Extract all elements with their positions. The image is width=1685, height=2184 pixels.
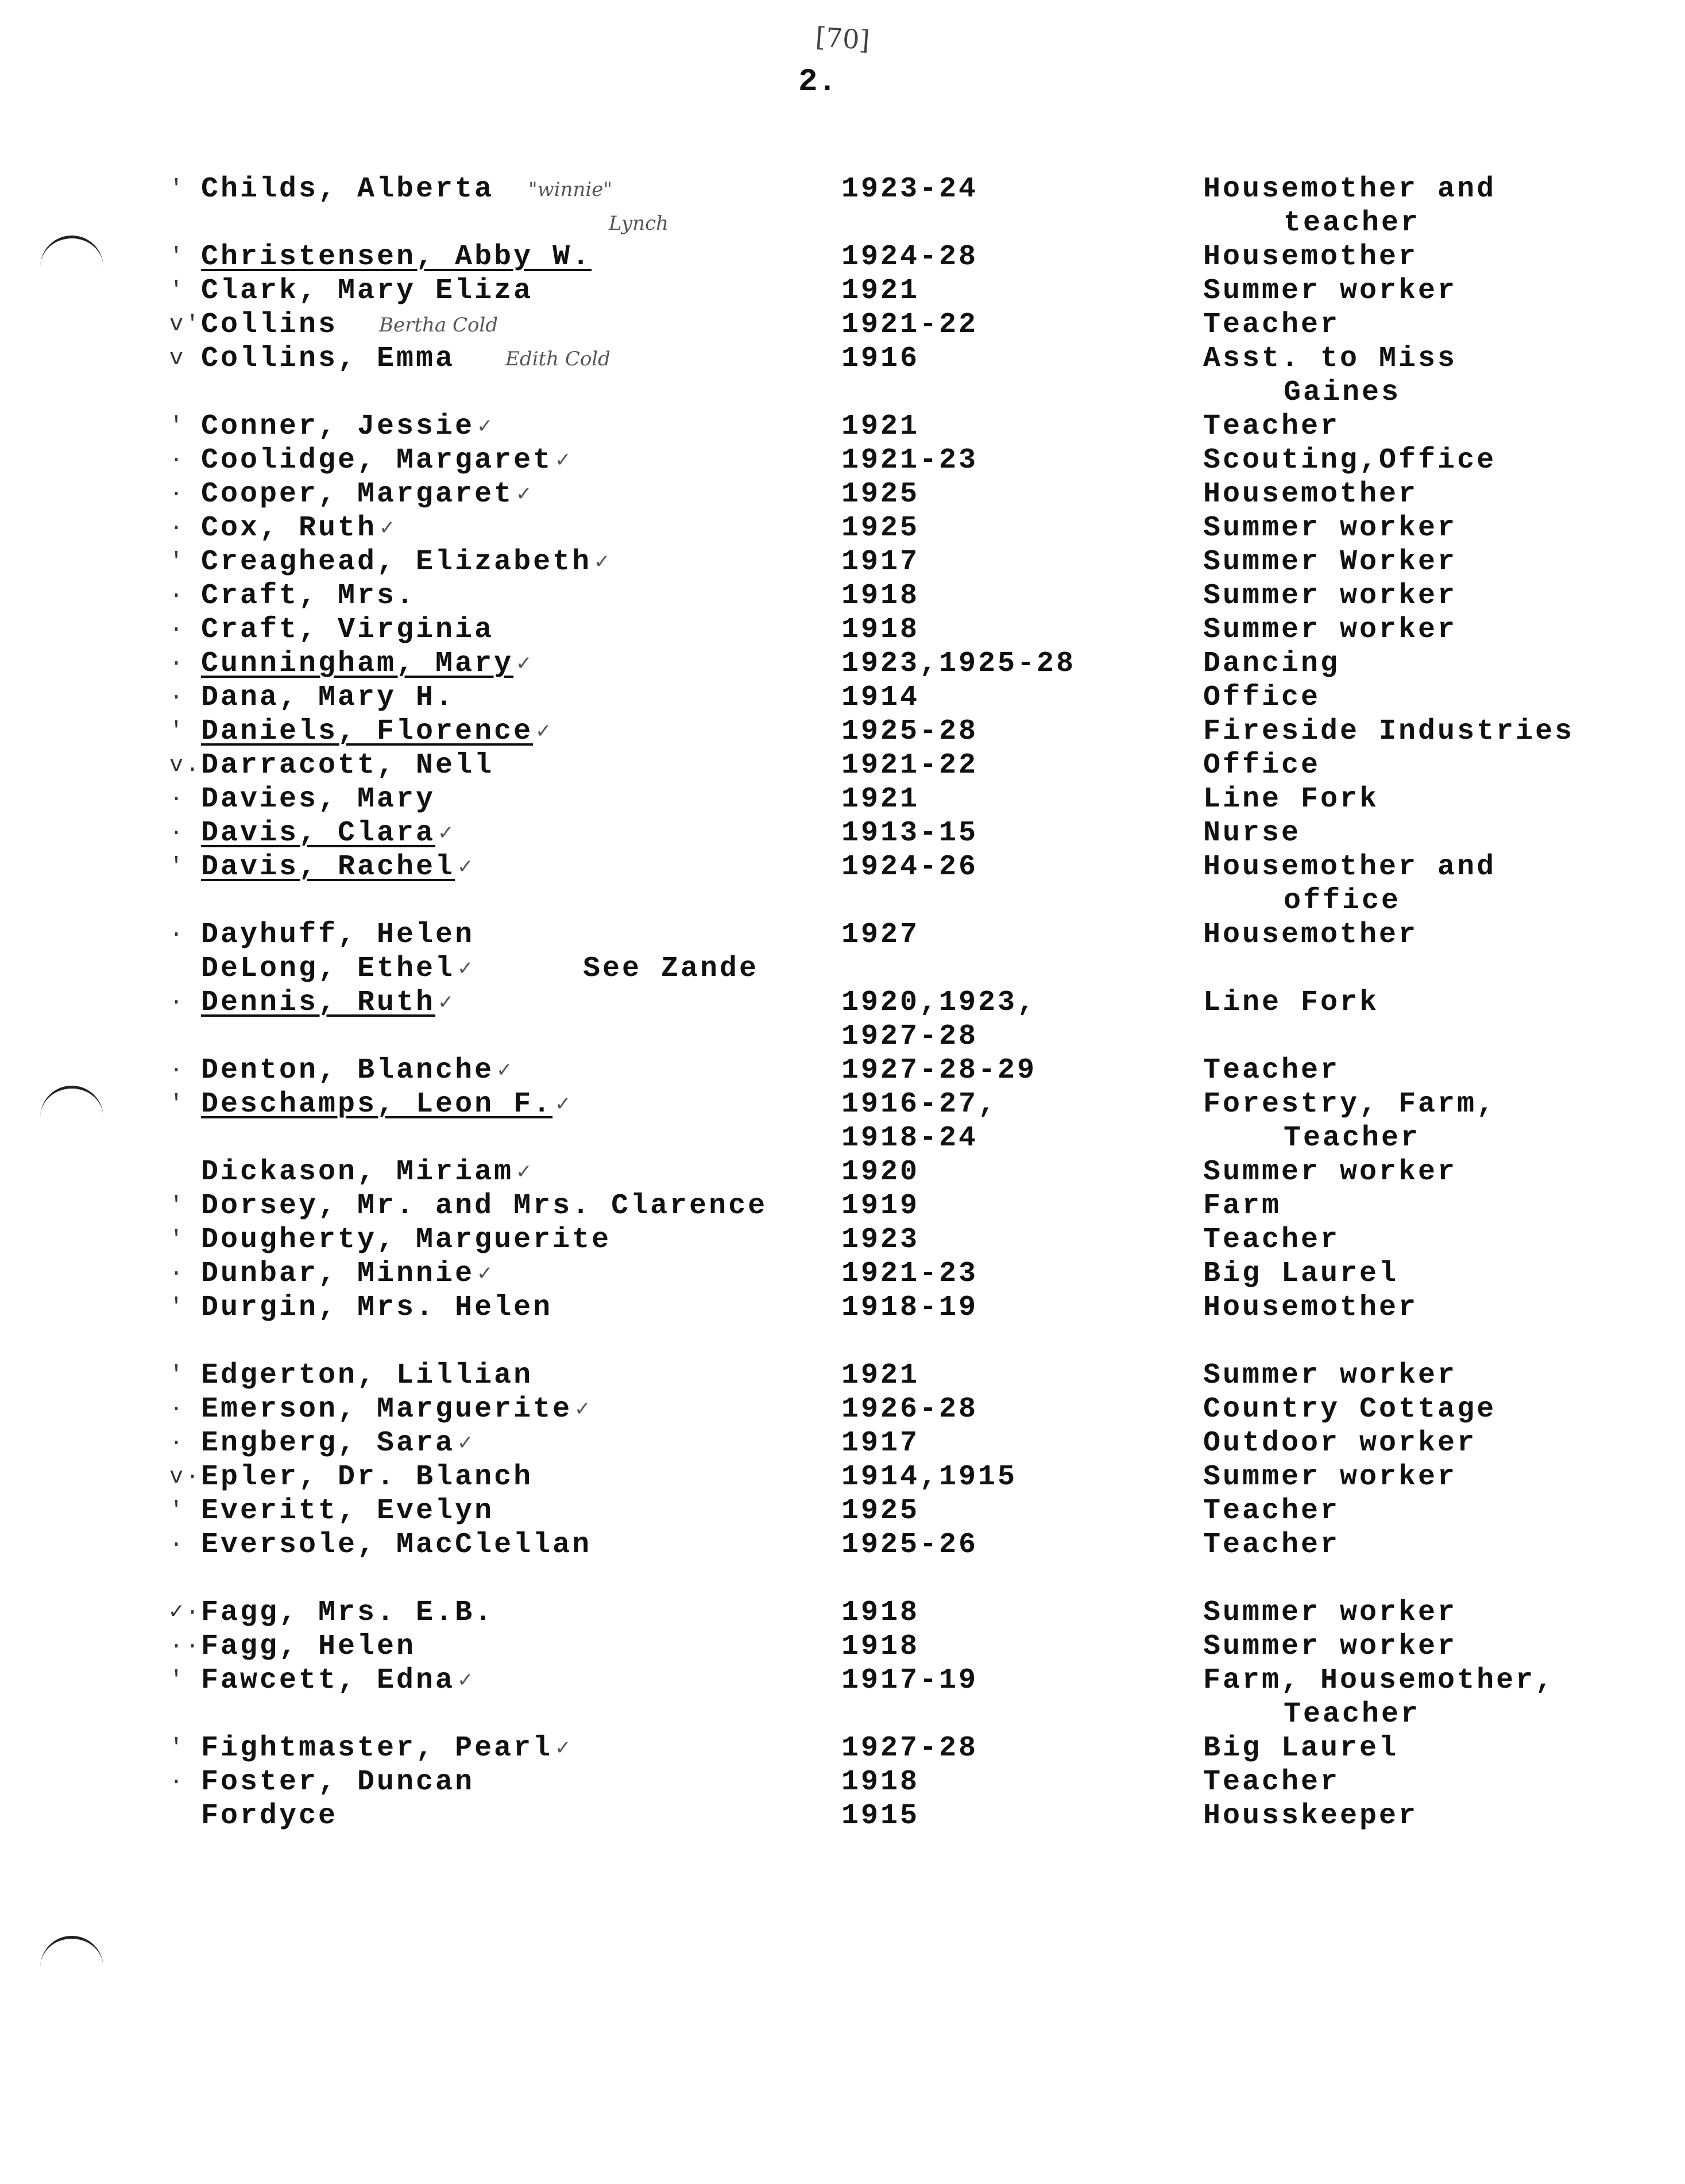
staff-entry <box>0 1528 1685 1562</box>
tick-mark: ' <box>169 1735 186 1761</box>
role: Teacher <box>1284 1698 1421 1731</box>
role: Big Laurel <box>1203 1257 1399 1290</box>
staff-entry <box>0 410 1685 443</box>
role: Line Fork <box>1203 783 1379 816</box>
service-years: 1923,1925-28 <box>841 647 1076 680</box>
staff-entry <box>0 613 1685 647</box>
staff-entry <box>0 1257 1685 1291</box>
service-years: 1927 <box>841 919 920 951</box>
staff-entry <box>0 850 1685 918</box>
service-years: 1923 <box>841 1224 920 1256</box>
staff-name: Dayhuff, Helen <box>201 919 475 951</box>
staff-entry <box>0 986 1685 1054</box>
role: Summer worker <box>1203 1156 1458 1189</box>
service-years: 1923-24 <box>841 173 979 206</box>
entry-line <box>0 511 1685 545</box>
list-group <box>0 1359 1685 1562</box>
role: Asst. to Miss <box>1203 342 1458 375</box>
entry-line <box>0 376 1685 410</box>
tick-mark: · <box>169 447 186 473</box>
role: Teacher <box>1203 1766 1340 1799</box>
staff-entry <box>0 952 1685 986</box>
tick-mark: · <box>169 922 186 948</box>
role: Fireside Industries <box>1203 715 1575 748</box>
staff-entry <box>0 647 1685 681</box>
staff-name: Collins, Emma <box>201 342 455 375</box>
entry-line <box>0 715 1685 748</box>
page-number: 2. <box>798 63 837 100</box>
role: Summer worker <box>1203 1630 1458 1663</box>
service-years: 1916 <box>841 342 920 375</box>
tick-mark: ✓· <box>169 1600 202 1626</box>
tick-mark: · <box>169 786 186 812</box>
staff-name: Cooper, Margaret <box>201 478 514 511</box>
service-years: 1920 <box>841 1156 920 1189</box>
staff-name: Dennis, Ruth <box>201 986 436 1019</box>
entry-line <box>0 1799 1685 1833</box>
staff-name: Fordyce <box>201 1800 338 1832</box>
staff-name: Craft, Virginia <box>201 613 494 646</box>
checkmark-icon: ✓ <box>594 550 613 573</box>
staff-entry <box>0 274 1685 308</box>
entry-line <box>0 1155 1685 1189</box>
service-years: 1914 <box>841 681 920 714</box>
staff-entry <box>0 1155 1685 1189</box>
entry-line <box>0 647 1685 681</box>
tick-mark: · <box>169 1769 186 1795</box>
service-years: 1918 <box>841 1766 920 1799</box>
staff-entry <box>0 918 1685 952</box>
service-years: 1913-15 <box>841 817 979 850</box>
role: Housemother <box>1203 919 1419 951</box>
tick-mark: · <box>169 685 186 711</box>
role: Summer worker <box>1203 1461 1458 1494</box>
staff-name: Emerson, Marguerite <box>201 1393 573 1426</box>
service-years: 1915 <box>841 1800 920 1832</box>
tick-mark: v' <box>169 312 202 338</box>
staff-entry <box>0 342 1685 410</box>
service-years: 1924-26 <box>841 851 979 883</box>
service-years: 1921-23 <box>841 1257 979 1290</box>
entry-line <box>0 1020 1685 1054</box>
service-years: 1921 <box>841 410 920 443</box>
service-years: 1919 <box>841 1190 920 1222</box>
role: Big Laurel <box>1203 1732 1399 1765</box>
role: Summer worker <box>1203 1596 1458 1629</box>
checkmark-icon: ✓ <box>457 1431 476 1454</box>
staff-name: Creaghead, Elizabeth <box>201 546 592 578</box>
role: Housemother and <box>1203 173 1497 206</box>
entry-line <box>0 1596 1685 1630</box>
handwritten-note: Lynch <box>609 212 669 235</box>
staff-entry <box>0 1392 1685 1426</box>
tick-mark: · <box>169 990 186 1016</box>
role: Teacher <box>1203 1529 1340 1561</box>
role: Teacher <box>1284 1122 1421 1155</box>
tick-mark: · <box>169 1058 186 1083</box>
staff-entry <box>0 1291 1685 1325</box>
service-years: 1920,1923, <box>841 986 1037 1019</box>
role: Gaines <box>1284 376 1401 409</box>
staff-entry <box>0 172 1685 240</box>
staff-name: Epler, Dr. Blanch <box>201 1461 534 1494</box>
service-years: 1921-23 <box>841 444 979 477</box>
staff-entry <box>0 1426 1685 1460</box>
service-years: 1921 <box>841 1359 920 1392</box>
role: Summer worker <box>1203 275 1458 307</box>
staff-entry <box>0 579 1685 613</box>
staff-name: Craft, Mrs. <box>201 580 416 612</box>
cross-reference: See Zande <box>583 952 759 985</box>
staff-entry <box>0 1664 1685 1731</box>
entry-line <box>0 1223 1685 1257</box>
role: office <box>1284 885 1401 917</box>
staff-entry <box>0 308 1685 342</box>
entry-line <box>0 952 1685 986</box>
entry-line <box>0 986 1685 1020</box>
checkmark-icon: ✓ <box>477 1262 496 1285</box>
tick-mark: · <box>169 1430 186 1456</box>
role: Teacher <box>1203 1224 1340 1256</box>
staff-entry <box>0 1189 1685 1223</box>
tick-mark: ' <box>169 1363 186 1388</box>
tick-mark: ' <box>169 1668 186 1693</box>
role: Office <box>1203 681 1321 714</box>
entry-line <box>0 1392 1685 1426</box>
tick-mark: ' <box>169 244 186 270</box>
staff-name: Dunbar, Minnie <box>201 1257 475 1290</box>
tick-mark: · <box>169 481 186 507</box>
tick-mark: ' <box>169 1193 186 1219</box>
tick-mark: ' <box>169 854 186 880</box>
staff-entry <box>0 1054 1685 1087</box>
entry-line <box>0 579 1685 613</box>
service-years: 1925-28 <box>841 715 979 748</box>
role: Summer worker <box>1203 512 1458 545</box>
tick-mark: · <box>169 617 186 643</box>
binder-hole <box>40 1936 103 1973</box>
entry-line <box>0 308 1685 342</box>
tick-mark: ' <box>169 1091 186 1117</box>
service-years: 1917-19 <box>841 1664 979 1697</box>
service-years: 1925 <box>841 512 920 545</box>
staff-entry <box>0 545 1685 579</box>
service-years: 1924-28 <box>841 241 979 273</box>
staff-entry <box>0 1765 1685 1799</box>
role: Housskeeper <box>1203 1800 1419 1832</box>
staff-entry <box>0 1596 1685 1630</box>
tick-mark: v. <box>169 753 202 778</box>
role: Housemother <box>1203 478 1419 511</box>
role: Summer worker <box>1203 1359 1458 1392</box>
checkmark-icon: ✓ <box>574 1398 593 1421</box>
service-years: 1927-28-29 <box>841 1054 1037 1087</box>
tick-mark: ' <box>169 278 186 304</box>
staff-entry <box>0 240 1685 274</box>
staff-entry <box>0 1087 1685 1155</box>
entry-line <box>0 1257 1685 1291</box>
staff-name: Childs, Alberta <box>201 173 494 206</box>
checkmark-icon: ✓ <box>457 1669 476 1692</box>
role: Housemother <box>1203 1291 1419 1324</box>
entry-line <box>0 477 1685 511</box>
entry-line <box>0 1528 1685 1562</box>
service-years: 1917 <box>841 546 920 578</box>
staff-name: Fawcett, Edna <box>201 1664 455 1697</box>
role: Summer Worker <box>1203 546 1458 578</box>
staff-entry <box>0 1731 1685 1765</box>
entry-line <box>0 1460 1685 1494</box>
checkmark-icon: ✓ <box>516 1160 535 1183</box>
staff-entry <box>0 681 1685 715</box>
entry-line <box>0 274 1685 308</box>
entry-line <box>0 850 1685 884</box>
tick-mark: ·· <box>169 1634 202 1660</box>
staff-name: Collins <box>201 308 338 341</box>
entry-line <box>0 1697 1685 1731</box>
entry-line <box>0 1121 1685 1155</box>
handwritten-note: Bertha Cold <box>379 314 498 337</box>
tick-mark: ' <box>169 1498 186 1524</box>
staff-entry <box>0 782 1685 816</box>
checkmark-icon: ✓ <box>555 1737 574 1759</box>
role: Scouting,Office <box>1203 444 1497 477</box>
tick-mark: ' <box>169 1295 186 1321</box>
staff-name: Dorsey, Mr. and Mrs. Clarence <box>201 1190 768 1222</box>
staff-name: Foster, Duncan <box>201 1766 475 1799</box>
service-years: 1921 <box>841 783 920 816</box>
staff-entry <box>0 1460 1685 1494</box>
entry-line <box>0 613 1685 647</box>
service-years: 1914,1915 <box>841 1461 1018 1494</box>
checkmark-icon: ✓ <box>379 516 398 539</box>
staff-name: Eversole, MacClellan <box>201 1529 592 1561</box>
service-years: 1918 <box>841 613 920 646</box>
list-group <box>0 172 1685 1325</box>
entry-line <box>0 1731 1685 1765</box>
tick-mark: ' <box>169 719 186 744</box>
staff-name: Cunningham, Mary <box>201 647 514 680</box>
role: Housemother and <box>1203 851 1497 883</box>
role: teacher <box>1284 207 1421 240</box>
entry-line <box>0 443 1685 477</box>
role: Forestry, Farm, <box>1203 1088 1497 1121</box>
checkmark-icon: ✓ <box>496 1059 515 1082</box>
entry-line <box>0 884 1685 918</box>
staff-name: Coolidge, Margaret <box>201 444 553 477</box>
service-years: 1918 <box>841 1596 920 1629</box>
checkmark-icon: ✓ <box>477 415 496 438</box>
staff-entry <box>0 477 1685 511</box>
role: Teacher <box>1203 1054 1340 1087</box>
staff-name: Engberg, Sara <box>201 1427 455 1460</box>
service-years: 1927-28 <box>841 1732 979 1765</box>
list-group <box>0 1596 1685 1833</box>
archive-folio-number: [70] <box>814 21 871 56</box>
tick-mark: ' <box>169 414 186 439</box>
checkmark-icon: ✓ <box>555 1093 574 1116</box>
entry-line <box>0 782 1685 816</box>
checkmark-icon: ✓ <box>438 821 457 844</box>
staff-entry <box>0 1494 1685 1528</box>
staff-name: Durgin, Mrs. Helen <box>201 1291 553 1324</box>
service-years: 1921-22 <box>841 308 979 341</box>
staff-name: Davies, Mary <box>201 783 436 816</box>
staff-name: Everitt, Evelyn <box>201 1495 494 1527</box>
entry-line <box>0 1765 1685 1799</box>
service-years: 1925 <box>841 1495 920 1527</box>
role: Farm, Housemother, <box>1203 1664 1555 1697</box>
staff-name: Dickason, Miriam <box>201 1156 514 1189</box>
staff-name: Davis, Rachel <box>201 851 455 883</box>
checkmark-icon: ✓ <box>457 855 476 878</box>
entry-line <box>0 1291 1685 1325</box>
staff-entry <box>0 748 1685 782</box>
entry-line <box>0 1426 1685 1460</box>
service-years: 1917 <box>841 1427 920 1460</box>
service-years: 1918 <box>841 1630 920 1663</box>
staff-name: Clark, Mary Eliza <box>201 275 534 307</box>
service-years: 1918-24 <box>841 1122 979 1155</box>
role: Housemother <box>1203 241 1419 273</box>
tick-mark: · <box>169 820 186 846</box>
entry-line <box>0 681 1685 715</box>
entry-line <box>0 206 1685 240</box>
entry-line <box>0 918 1685 952</box>
checkmark-icon: ✓ <box>535 720 554 743</box>
role: Teacher <box>1203 308 1340 341</box>
role: Teacher <box>1203 1495 1340 1527</box>
role: Line Fork <box>1203 986 1379 1019</box>
tick-mark: ' <box>169 549 186 575</box>
staff-entry <box>0 511 1685 545</box>
staff-entry <box>0 816 1685 850</box>
entry-line <box>0 816 1685 850</box>
staff-entry <box>0 1223 1685 1257</box>
role: Country Cottage <box>1203 1393 1497 1426</box>
staff-name: Edgerton, Lillian <box>201 1359 534 1392</box>
entry-line <box>0 1087 1685 1121</box>
staff-name: Denton, Blanche <box>201 1054 494 1087</box>
entry-line <box>0 545 1685 579</box>
entry-line <box>0 1664 1685 1697</box>
checkmark-icon: ✓ <box>457 957 476 980</box>
entry-line <box>0 748 1685 782</box>
role: Farm <box>1203 1190 1282 1222</box>
role: Summer worker <box>1203 580 1458 612</box>
entry-line <box>0 1189 1685 1223</box>
staff-name: Christensen, Abby W. <box>201 241 592 273</box>
tick-mark: · <box>169 651 186 677</box>
tick-mark: · <box>169 1261 186 1287</box>
staff-name: Cox, Ruth <box>201 512 377 545</box>
entry-line <box>0 1630 1685 1664</box>
staff-entry <box>0 715 1685 748</box>
service-years: 1916-27, <box>841 1088 998 1121</box>
tick-mark: ' <box>169 176 186 202</box>
staff-name: Davis, Clara <box>201 817 436 850</box>
staff-name: Deschamps, Leon F. <box>201 1088 553 1121</box>
staff-entry <box>0 1799 1685 1833</box>
role: Nurse <box>1203 817 1301 850</box>
checkmark-icon: ✓ <box>438 991 457 1014</box>
checkmark-icon: ✓ <box>555 449 574 472</box>
role: Dancing <box>1203 647 1340 680</box>
tick-mark: ' <box>169 1227 186 1253</box>
entry-line <box>0 342 1685 376</box>
service-years: 1925-26 <box>841 1529 979 1561</box>
tick-mark: · <box>169 583 186 609</box>
staff-name: Darracott, Nell <box>201 749 494 782</box>
staff-entry <box>0 1359 1685 1392</box>
role: Summer worker <box>1203 613 1458 646</box>
staff-name: DeLong, Ethel <box>201 952 455 985</box>
staff-name: Conner, Jessie <box>201 410 475 443</box>
staff-name: Daniels, Florence <box>201 715 534 748</box>
entry-line <box>0 1494 1685 1528</box>
staff-list <box>0 172 1685 1867</box>
staff-name: Dougherty, Marguerite <box>201 1224 612 1256</box>
role: Teacher <box>1203 410 1340 443</box>
entry-line <box>0 1359 1685 1392</box>
tick-mark: v <box>169 346 186 372</box>
checkmark-icon: ✓ <box>516 483 535 506</box>
tick-mark: · <box>169 1532 186 1558</box>
handwritten-note: Edith Cold <box>505 348 610 371</box>
checkmark-icon: ✓ <box>516 652 535 675</box>
service-years: 1921-22 <box>841 749 979 782</box>
staff-name: Dana, Mary H. <box>201 681 455 714</box>
role: Office <box>1203 749 1321 782</box>
handwritten-note: "winnie" <box>528 178 613 201</box>
tick-mark: · <box>169 515 186 541</box>
service-years: 1927-28 <box>841 1020 979 1053</box>
entry-line <box>0 1054 1685 1087</box>
service-years: 1918 <box>841 580 920 612</box>
staff-entry <box>0 1630 1685 1664</box>
entry-line <box>0 240 1685 274</box>
service-years: 1918-19 <box>841 1291 979 1324</box>
service-years: 1926-28 <box>841 1393 979 1426</box>
service-years: 1925 <box>841 478 920 511</box>
staff-entry <box>0 443 1685 477</box>
tick-mark: v· <box>169 1464 202 1490</box>
staff-name: Fightmaster, Pearl <box>201 1732 553 1765</box>
entry-line <box>0 410 1685 443</box>
staff-name: Fagg, Helen <box>201 1630 416 1663</box>
service-years: 1921 <box>841 275 920 307</box>
role: Outdoor worker <box>1203 1427 1477 1460</box>
entry-line <box>0 172 1685 206</box>
staff-name: Fagg, Mrs. E.B. <box>201 1596 494 1629</box>
tick-mark: · <box>169 1396 186 1422</box>
